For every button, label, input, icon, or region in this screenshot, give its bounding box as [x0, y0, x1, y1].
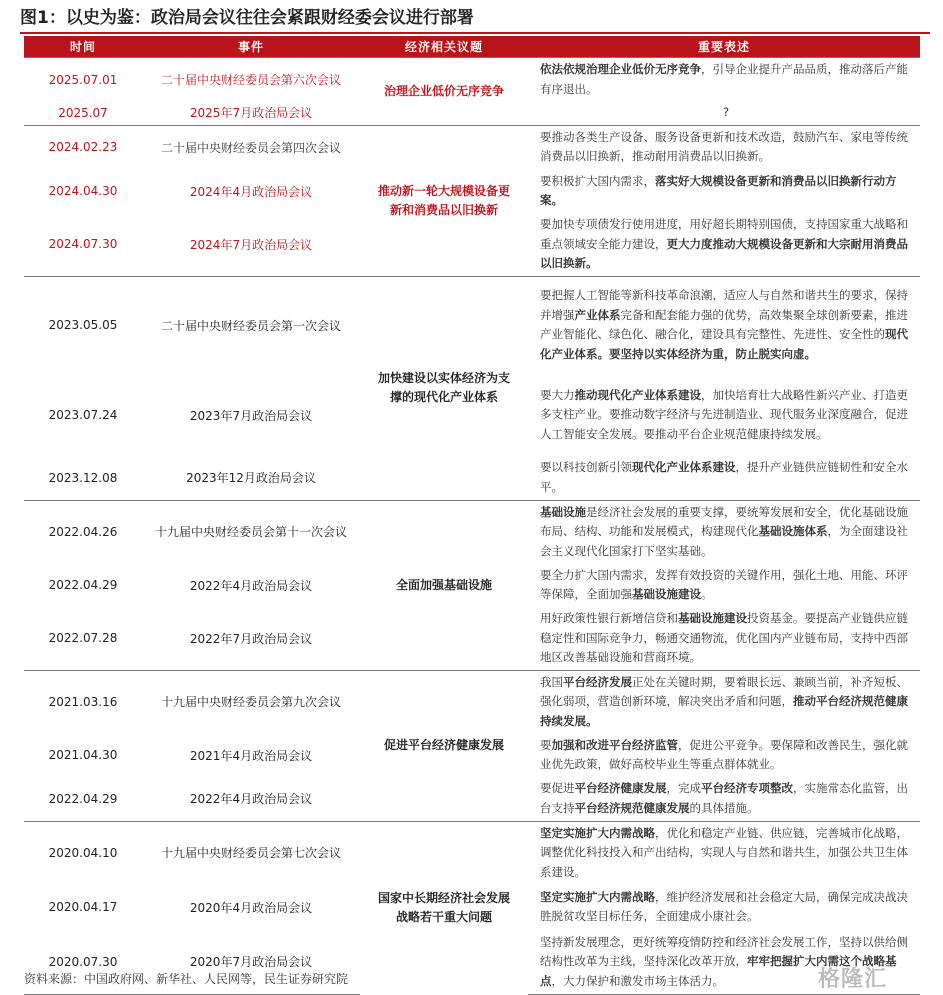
row-event: 2023年7月政治局会议: [189, 408, 313, 423]
statement: 要全力扩大国内需求，发挥有效投资的关键作用，强化土地、用能、环评等保障，全面加强基础设施建设。: [540, 567, 908, 601]
statement: 要大力推动现代化产业体系建设，加快培育壮大战略性新兴产业、打造更多支柱产业。要推动数字经济与先进制造业、现代服务业深度融合，促进人工智能安全发展。要推动平台企业规范健康持续发展。: [540, 387, 908, 441]
row-event: 2024年4月政治局会议: [189, 184, 313, 199]
row-date: 2021.03.16: [24, 670, 142, 733]
statement: 用好政策性银行新增信贷和基础设施建设投资基金。要提高产业链供应链稳定性和国际竞争力，畅通交通物流，优化国内产业链布局，支持中西部地区改善基础设施和营商环境。: [540, 611, 908, 664]
group-topic: 促进平台经济健康发展: [360, 670, 528, 821]
row-date: 2022.04.26: [24, 500, 142, 563]
statement: 坚定实施扩大内需战略，维护经济发展和社会稳定大局，确保完成决战决胜脱贫攻坚目标任务，全面建成小康社会。: [540, 889, 908, 923]
statement: 要推动各类生产设备、服务设备更新和技术改造，鼓励汽车、家电等传统消费品以旧换新，推动耐用消费品以旧换新。: [528, 125, 920, 169]
statement: 要加快专项债发行使用进度，用好超长期特别国债，支持国家重大战略和重点领域安全能力建设，更大力度推动大规模设备更新和大宗耐用消费品以旧换新。: [540, 217, 908, 270]
table-row: [24, 670, 920, 733]
row-date: 2020.04.10: [24, 821, 142, 884]
row-event: 十九届中央财经委员会第七次会议: [142, 821, 360, 884]
row-date: 2022.07.28: [48, 631, 118, 646]
header-statement: 重要表述: [528, 36, 920, 58]
table-row: [24, 58, 920, 102]
row-event: 2023年12月政治局会议: [186, 471, 316, 486]
header-topic: 经济相关议题: [360, 36, 528, 58]
statement: 要把握人工智能等新科技革命浪潮，适应人与自然和谐共生的要求，保持并增强产业体系完备和配套能力强的优势，高效集聚全球创新要素，推进产业智能化、绿色化、融合化，建设具有完整性、先进性、安全性的现代化产业体系。要坚持以实体经济为重，防止脱实向虚。: [528, 276, 920, 374]
row-date: 2024.07.30: [48, 237, 118, 252]
table-row: [24, 500, 920, 563]
row-event: 2020年7月政治局会议: [142, 930, 360, 994]
statement: 要积极扩大国内需求，落实好大规模设备更新和消费品以旧换新行动方案。: [540, 173, 897, 207]
group-topic: 加快建设以实体经济为支撑的现代化产业体系: [360, 276, 528, 500]
meetings-table: [24, 36, 920, 995]
statement: 坚持新发展理念，更好统筹疫情防控和经济社会发展工作，坚持以供给侧结构性改革为主线，坚持深化改革开放，牢牢把握扩大内需这个战略基点，大力保护和激发市场主体活力。: [528, 930, 920, 994]
header-date: 时间: [24, 36, 142, 58]
statement: 要促进平台经济健康发展，完成平台经济专项整改，实施常态化监管，出台支持平台经济规范健康发展的具体措施。: [540, 781, 908, 815]
row-date: 2020.07.30: [24, 930, 142, 994]
row-event: 二十届中央财经委员会第六次会议: [142, 58, 360, 102]
row-event: 2020年4月政治局会议: [189, 900, 313, 915]
figure-title: 图1：以史为鉴：政治局会议往往会紧跟财经委会议进行部署: [20, 4, 930, 34]
statement: 坚定实施扩大内需战略，优化和稳定产业链、供应链，完善城市化战略，调整优化科技投入和产出结构，实现人与自然和谐共生，加强公共卫生体系建设。: [528, 821, 920, 884]
row-date: 2023.05.05: [24, 276, 142, 374]
group-topic: 全面加强基础设施: [360, 500, 528, 670]
row-event: 2021年4月政治局会议: [189, 748, 313, 763]
group-topic: 治理企业低价无序竞争: [360, 58, 528, 126]
row-event: 2022年4月政治局会议: [189, 792, 313, 807]
source-note: 资料来源：中国政府网、新华社、人民网等，民生证券研究院: [24, 972, 349, 986]
statement: 基础设施是经济社会发展的重要支撑，要统筹发展和安全，优化基础设施布局、结构、功能和发展模式，构建现代化基础设施体系，为全面建设社会主义现代化国家打下坚实基础。: [528, 500, 920, 563]
header-event: 事件: [142, 36, 360, 58]
row-event: 二十届中央财经委员会第一次会议: [142, 276, 360, 374]
row-date: 2025.07.01: [24, 58, 142, 102]
row-date: 2024.04.30: [48, 184, 118, 198]
row-date: 2022.04.29: [48, 791, 118, 806]
row-event: 2025年7月政治局会议: [189, 106, 313, 121]
row-date: 2022.04.29: [48, 578, 118, 592]
statement: 要加强和改进平台经济监管，促进公平竞争。要保障和改善民生，强化就业优先政策，做好高校毕业生等重点群体就业。: [540, 737, 908, 771]
statement: 要以科技创新引领现代化产业体系建设，提升产业链供应链韧性和安全水平。: [540, 460, 908, 494]
group-topic: 国家中长期经济社会发展战略若干重大问题: [360, 821, 528, 994]
table-header-row: [24, 36, 920, 58]
row-event: 二十届中央财经委员会第四次会议: [142, 125, 360, 169]
row-date: 2021.04.30: [48, 748, 118, 762]
table-row: [24, 821, 920, 884]
statement: ?: [722, 105, 730, 119]
row-date: 2023.12.08: [48, 470, 118, 485]
row-event: 十九届中央财经委员会第九次会议: [142, 670, 360, 733]
group-topic: 推动新一轮大规模设备更新和消费品以旧换新: [360, 125, 528, 276]
statement: 我国平台经济发展正处在关键时期，要着眼长远、兼顾当前，补齐短板、强化弱项，营造创新环境，解决突出矛盾和问题，推动平台经济规范健康持续发展。: [528, 670, 920, 733]
row-date: 2020.04.17: [48, 900, 118, 914]
row-date: 2023.07.24: [48, 408, 118, 422]
row-event: 2024年7月政治局会议: [189, 237, 313, 252]
watermark-logo: 格隆汇: [818, 967, 888, 992]
row-date: 2025.07: [58, 105, 108, 120]
table-row: [24, 125, 920, 169]
row-event: 2022年4月政治局会议: [189, 578, 313, 593]
row-event: 2022年7月政治局会议: [189, 631, 313, 646]
row-date: 2024.02.23: [24, 125, 142, 169]
row-event: 十九届中央财经委员会第十一次会议: [142, 500, 360, 563]
table-row: [24, 276, 920, 374]
statement: 依法依规治理企业低价无序竞争，引导企业提升产品品质，推动落后产能有序退出。: [528, 58, 920, 102]
